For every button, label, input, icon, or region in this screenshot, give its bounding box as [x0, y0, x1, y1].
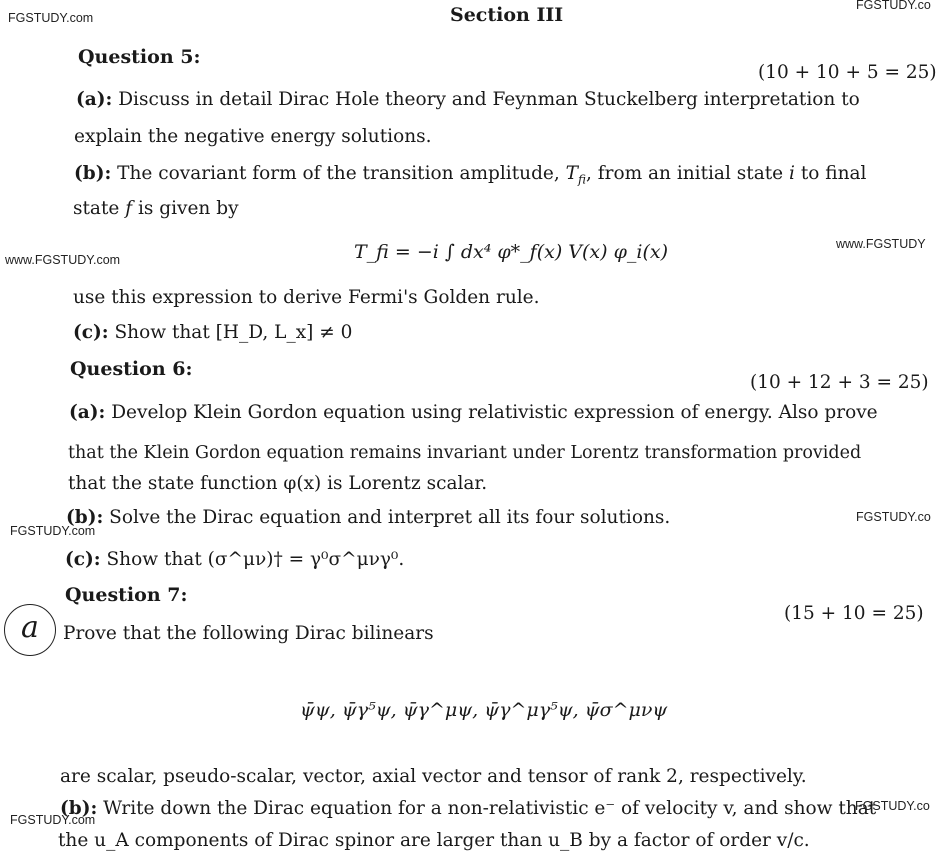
question-5-marks: (10 + 10 + 5 = 25) [758, 62, 937, 83]
q5-c [73, 321, 352, 345]
question-6-marks: (10 + 12 + 3 = 25) [750, 372, 929, 393]
q5-a-line1 [76, 88, 860, 112]
q6-a-line3: that the state function φ(x) is Lorentz scalar. [68, 473, 488, 494]
text: , from an initial state [586, 163, 784, 184]
question-7-marks: (15 + 10 = 25) [784, 603, 924, 624]
part-label: (b): [66, 507, 104, 528]
watermark: FGSTUDY.com [10, 524, 96, 538]
part-label: (a): [76, 89, 113, 110]
dirac-bilinears: ψ̄ψ, ψ̄γ⁵ψ, ψ̄γ^μψ, ψ̄γ^μγ⁵ψ, ψ̄σ^μνψ [300, 699, 668, 721]
q6-c [65, 548, 404, 572]
watermark: FGSTUDY.com [10, 813, 96, 827]
q7-b-text: Write down the Dirac equation for a non-relativistic e⁻ of velocity v, and show that [103, 798, 877, 819]
question-6-title: Question 6: [70, 358, 193, 380]
watermark: FGSTUDY.com [8, 11, 94, 25]
part-label: (a): [69, 402, 106, 423]
text: state [73, 198, 120, 219]
text: is given by [137, 198, 239, 219]
q6-b-text: Solve the Dirac equation and interpret all its four solutions. [109, 507, 671, 528]
q5-b-line3: use this expression to derive Fermi's Golden rule. [73, 287, 540, 308]
watermark: www.FGSTUDY [836, 237, 926, 251]
watermark: FGSTUDY.co [856, 510, 931, 524]
question-7-title: Question 7: [65, 584, 188, 606]
q5-c-text: Show that [H_D, L_x] ≠ 0 [114, 322, 353, 343]
math: i [789, 163, 795, 184]
q7-a-line2: are scalar, pseudo-scalar, vector, axial vector and tensor of rank 2, respectively. [60, 766, 807, 787]
part-label: (b): [60, 798, 98, 819]
q6-a-line2: that the Klein Gordon equation remains invariant under Lorentz transformation provided [68, 443, 862, 463]
q5-b-line2 [73, 197, 239, 221]
math: f [125, 198, 133, 219]
part-label: (c): [65, 549, 101, 570]
math: fi [577, 172, 586, 187]
question-5-title: Question 5: [78, 46, 201, 68]
part-label: (c): [73, 322, 109, 343]
q5-a-text: Discuss in detail Dirac Hole theory and Feynman Stuckelberg interpretation to [118, 89, 860, 110]
q6-a-line1 [69, 401, 878, 425]
watermark: www.FGSTUDY.com [5, 253, 121, 267]
text: to final [800, 163, 867, 184]
q5-b-line1 [74, 162, 866, 192]
q6-b [66, 506, 670, 530]
section-title: Section III [450, 4, 564, 26]
part-label: (b): [74, 163, 112, 184]
q5-a-line2: explain the negative energy solutions. [74, 126, 432, 147]
watermark: FGSTUDY.co [855, 799, 930, 813]
q6-a-text: Develop Klein Gordon equation using relativistic expression of energy. Also prove [111, 402, 878, 423]
q7-b-line2: the u_A components of Dirac spinor are larger than u_B by a factor of order v/c. [58, 830, 810, 851]
q6-c-text: Show that (σ^μν)† = γ⁰σ^μνγ⁰. [106, 549, 405, 570]
transition-amplitude-equation: T_fi = −i ∫ dx⁴ φ*_f(x) V(x) φ_i(x) [354, 241, 668, 263]
math: T [565, 163, 578, 184]
watermark: FGSTUDY.co [856, 0, 931, 12]
handwritten-circled-a: a [4, 604, 56, 656]
q7-a-line1: Prove that the following Dirac bilinears [63, 623, 434, 644]
q7-b-line1 [60, 797, 876, 821]
text: The covariant form of the transition amplitude, [117, 163, 560, 184]
